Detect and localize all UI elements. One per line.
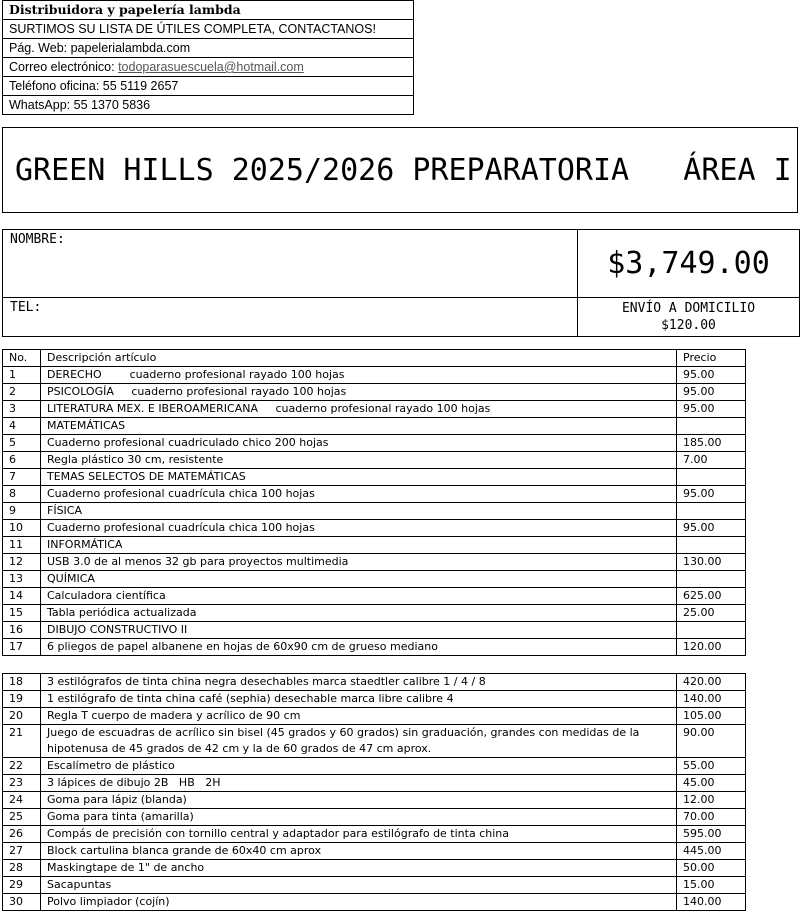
table-row (3, 691, 746, 708)
item-price: 95.00 (677, 486, 746, 503)
item-number: 10 (3, 520, 41, 537)
item-price: 105.00 (677, 708, 746, 725)
item-price: 625.00 (677, 588, 746, 605)
item-description: FÍSICA (41, 503, 677, 520)
item-description: LITERATURA MEX. E IBEROAMERICANA cuaderno profesional rayado 100 hojas (41, 401, 677, 418)
item-number: 7 (3, 469, 41, 486)
store-web (3, 39, 413, 58)
total-price: $3,749.00 (578, 230, 800, 298)
store-slogan: SURTIMOS SU LISTA DE ÚTILES COMPLETA, CONTACTANOS! (3, 20, 413, 39)
table-row (3, 435, 746, 452)
table-header-row (3, 350, 746, 367)
item-description: DIBUJO CONSTRUCTIVO II (41, 622, 677, 639)
table-row (3, 860, 746, 877)
table-row (3, 452, 746, 469)
item-number: 22 (3, 758, 41, 775)
item-description: Goma para lápiz (blanda) (41, 792, 677, 809)
item-price: 120.00 (677, 639, 746, 656)
item-number: 1 (3, 367, 41, 384)
header-no: No. (3, 350, 41, 367)
page-title: GREEN HILLS 2025/2026 PREPARATORIA ÁREA I (2, 127, 798, 213)
item-number: 4 (3, 418, 41, 435)
email-label: Correo electrónico: (9, 60, 119, 74)
item-number: 16 (3, 622, 41, 639)
item-number: 24 (3, 792, 41, 809)
item-price: 595.00 (677, 826, 746, 843)
web-value: papelerialambda.com (70, 41, 191, 55)
item-description: QUÍMICA (41, 571, 677, 588)
table-row (3, 725, 746, 758)
item-description: Cuaderno profesional cuadrícula chica 100 hojas (41, 486, 677, 503)
item-description: Calculadora científica (41, 588, 677, 605)
table-row (3, 708, 746, 725)
item-description: Maskingtape de 1" de ancho (41, 860, 677, 877)
item-number: 5 (3, 435, 41, 452)
table-row (3, 894, 746, 911)
item-description: USB 3.0 de al menos 32 gb para proyectos multimedia (41, 554, 677, 571)
item-price (677, 418, 746, 435)
table-row (3, 605, 746, 622)
table-row (3, 367, 746, 384)
item-price: 70.00 (677, 809, 746, 826)
table-row (3, 826, 746, 843)
store-name: Distribuidora y papelería lambda (3, 1, 413, 20)
item-number: 20 (3, 708, 41, 725)
item-description: Cuaderno profesional cuadrícula chica 100 hojas (41, 520, 677, 537)
table-row (3, 537, 746, 554)
name-label: NOMBRE: (10, 232, 65, 247)
item-description: DERECHO cuaderno profesional rayado 100 hojas (41, 367, 677, 384)
item-number: 30 (3, 894, 41, 911)
item-description: Block cartulina blanca grande de 60x40 cm aprox (41, 843, 677, 860)
store-whatsapp: WhatsApp: 55 1370 5836 (9, 98, 151, 112)
item-price: 15.00 (677, 877, 746, 894)
item-number: 25 (3, 809, 41, 826)
item-number: 12 (3, 554, 41, 571)
item-number: 8 (3, 486, 41, 503)
item-description: MATEMÁTICAS (41, 418, 677, 435)
item-number: 26 (3, 826, 41, 843)
shipping-price: $120.00 (661, 318, 716, 333)
table-row (3, 418, 746, 435)
item-number: 15 (3, 605, 41, 622)
tel-cell (3, 298, 578, 337)
item-description: Polvo limpiador (cojín) (41, 894, 677, 911)
item-price: 420.00 (677, 674, 746, 691)
item-description: PSICOLOGÍA cuaderno profesional rayado 100 hojas (41, 384, 677, 401)
item-number: 3 (3, 401, 41, 418)
item-description: 1 estilógrafo de tinta china café (sephia) desechable marca libre calibre 4 (41, 691, 677, 708)
store-header (2, 0, 414, 115)
item-description: Regla T cuerpo de madera y acrílico de 90 cm (41, 708, 677, 725)
item-description: TEMAS SELECTOS DE MATEMÁTICAS (41, 469, 677, 486)
items-table-2 (2, 673, 746, 911)
email-link[interactable]: todoparasuescuela@hotmail.com (118, 60, 304, 74)
table-row (3, 486, 746, 503)
item-price: 12.00 (677, 792, 746, 809)
item-description: Sacapuntas (41, 877, 677, 894)
item-number: 27 (3, 843, 41, 860)
item-price (677, 537, 746, 554)
item-price (677, 503, 746, 520)
item-price (677, 469, 746, 486)
table-row (3, 843, 746, 860)
item-description: Compás de precisión con tornillo central y adaptador para estilógrafo de tinta china (41, 826, 677, 843)
table-row (3, 554, 746, 571)
table-row (3, 622, 746, 639)
item-price: 25.00 (677, 605, 746, 622)
item-description: Juego de escuadras de acrílico sin bisel (45 grados y 60 grados) sin graduación, grandes con medidas de la hipotenusa de 45 grados de 42 cm y la de 60 grados de 47 cm aprox. (41, 725, 677, 758)
item-number: 14 (3, 588, 41, 605)
item-description: INFORMÁTICA (41, 537, 677, 554)
table-row (3, 503, 746, 520)
store-phone: Teléfono oficina: 55 5119 2657 (3, 77, 413, 96)
table-row (3, 639, 746, 656)
item-number: 11 (3, 537, 41, 554)
item-price: 140.00 (677, 894, 746, 911)
item-price: 90.00 (677, 725, 746, 758)
item-price: 50.00 (677, 860, 746, 877)
items-table-1 (2, 349, 746, 656)
item-description: Tabla periódica actualizada (41, 605, 677, 622)
item-price: 95.00 (677, 520, 746, 537)
item-price: 130.00 (677, 554, 746, 571)
customer-info-table (2, 229, 800, 337)
item-number: 17 (3, 639, 41, 656)
item-description: Cuaderno profesional cuadriculado chico 200 hojas (41, 435, 677, 452)
item-description: Escalímetro de plástico (41, 758, 677, 775)
item-number: 21 (3, 725, 41, 758)
item-price: 95.00 (677, 401, 746, 418)
item-number: 6 (3, 452, 41, 469)
item-price (677, 622, 746, 639)
item-price: 55.00 (677, 758, 746, 775)
table-row (3, 792, 746, 809)
item-number: 18 (3, 674, 41, 691)
item-description: 6 pliegos de papel albanene en hojas de 60x90 cm de grueso mediano (41, 639, 677, 656)
item-price: 140.00 (677, 691, 746, 708)
table-row (3, 571, 746, 588)
item-description: 3 lápices de dibujo 2B HB 2H (41, 775, 677, 792)
item-price: 7.00 (677, 452, 746, 469)
table-row (3, 520, 746, 537)
item-number: 9 (3, 503, 41, 520)
item-price: 185.00 (677, 435, 746, 452)
item-number: 2 (3, 384, 41, 401)
table-row (3, 877, 746, 894)
item-number: 28 (3, 860, 41, 877)
item-number: 13 (3, 571, 41, 588)
table-row (3, 775, 746, 792)
item-price: 95.00 (677, 384, 746, 401)
table-row (3, 384, 746, 401)
table-row (3, 469, 746, 486)
table-row (3, 809, 746, 826)
tel-label: TEL: (10, 300, 42, 315)
shipping-label: ENVÍO A DOMICILIO (621, 301, 756, 316)
item-description: Goma para tinta (amarilla) (41, 809, 677, 826)
header-price: Precio (677, 350, 746, 367)
item-number: 23 (3, 775, 41, 792)
table-row (3, 588, 746, 605)
item-price: 45.00 (677, 775, 746, 792)
table-row (3, 401, 746, 418)
item-number: 29 (3, 877, 41, 894)
item-price (677, 571, 746, 588)
table-row (3, 674, 746, 691)
item-number: 19 (3, 691, 41, 708)
item-price: 95.00 (677, 367, 746, 384)
table-row (3, 758, 746, 775)
shipping-cell (578, 298, 800, 337)
name-cell (3, 230, 578, 298)
store-email (3, 58, 413, 77)
web-label: Pág. Web: (9, 41, 71, 55)
item-description: 3 estilógrafos de tinta china negra desechables marca staedtler calibre 1 / 4 / 8 (41, 674, 677, 691)
header-desc: Descripción artículo (41, 350, 677, 367)
item-description: Regla plástico 30 cm, resistente (41, 452, 677, 469)
item-price: 445.00 (677, 843, 746, 860)
